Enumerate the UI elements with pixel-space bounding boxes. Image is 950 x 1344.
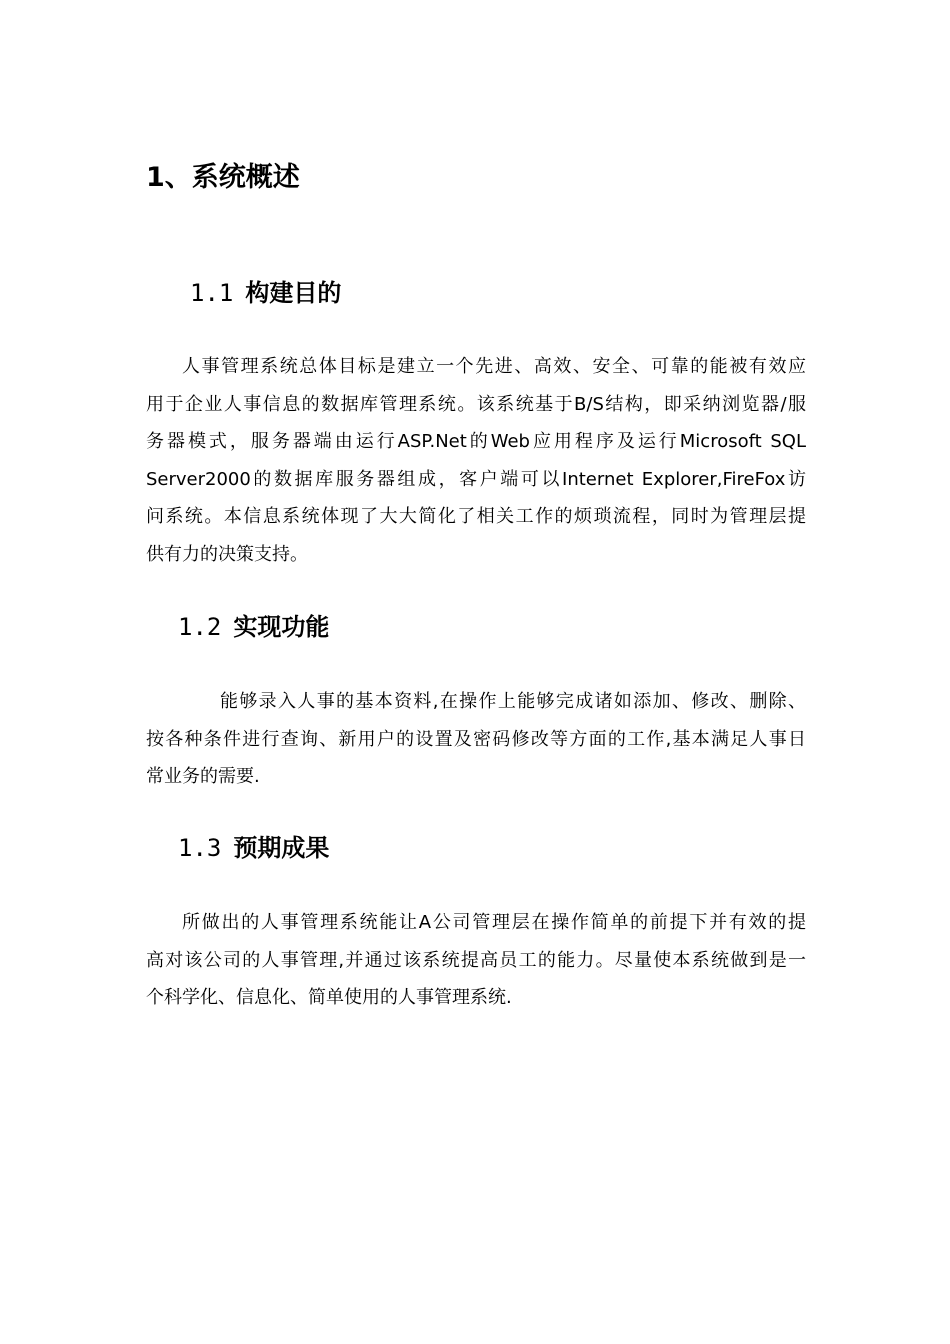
- paragraph-line: 高对该公司的人事管理,并通过该系统提高员工的能力。尽量使本系统做到是一: [146, 949, 806, 971]
- subsection-number: 1.2: [178, 613, 222, 641]
- paragraph-line: 问系统。本信息系统体现了大大简化了相关工作的烦琐流程，同时为管理层提: [146, 506, 806, 527]
- subsection-heading-1-2: [178, 610, 329, 644]
- paragraph-line: 务器模式，服务器端由运行ASP.Net的Web应用程序及运行Microsoft SQL: [146, 431, 806, 452]
- subsection-heading-1-1: [190, 276, 341, 310]
- subsection-title: 预期成果: [233, 834, 330, 862]
- subsection-title: 实现功能: [233, 613, 330, 641]
- subsection-number: 1.3: [178, 834, 222, 862]
- paragraph-features: [146, 683, 806, 796]
- subsection-title: 构建目的: [245, 279, 342, 307]
- paragraph-line: Server2000的数据库服务器组成，客户端可以Internet Explorer,FireFox访: [146, 468, 806, 490]
- paragraph-line: 人事管理系统总体目标是建立一个先进、高效、安全、可靠的能被有效应: [182, 356, 806, 377]
- paragraph-line: 个科学化、信息化、简单使用的人事管理系统.: [146, 987, 512, 1008]
- subsection-heading-1-3: [178, 831, 329, 865]
- paragraph-line: 按各种条件进行查询、新用户的设置及密码修改等方面的工作,基本满足人事日: [146, 728, 806, 750]
- paragraph-line: 常业务的需要.: [146, 766, 260, 787]
- paragraph-line: 能够录入人事的基本资料,在操作上能够完成诸如添加、修改、删除、: [220, 691, 806, 712]
- paragraph-line: 所做出的人事管理系统能让A公司管理层在操作简单的前提下并有效的提: [182, 912, 806, 933]
- subsection-number: 1.1: [190, 279, 234, 307]
- paragraph-line: 供有力的决策支持。: [146, 543, 308, 565]
- paragraph-purpose: [146, 348, 806, 573]
- paragraph-line: 用于企业人事信息的数据库管理系统。该系统基于B/S结构，即采纳浏览器/服: [146, 393, 806, 415]
- section-heading: 1、系统概述: [146, 162, 300, 193]
- paragraph-results: [146, 904, 806, 1017]
